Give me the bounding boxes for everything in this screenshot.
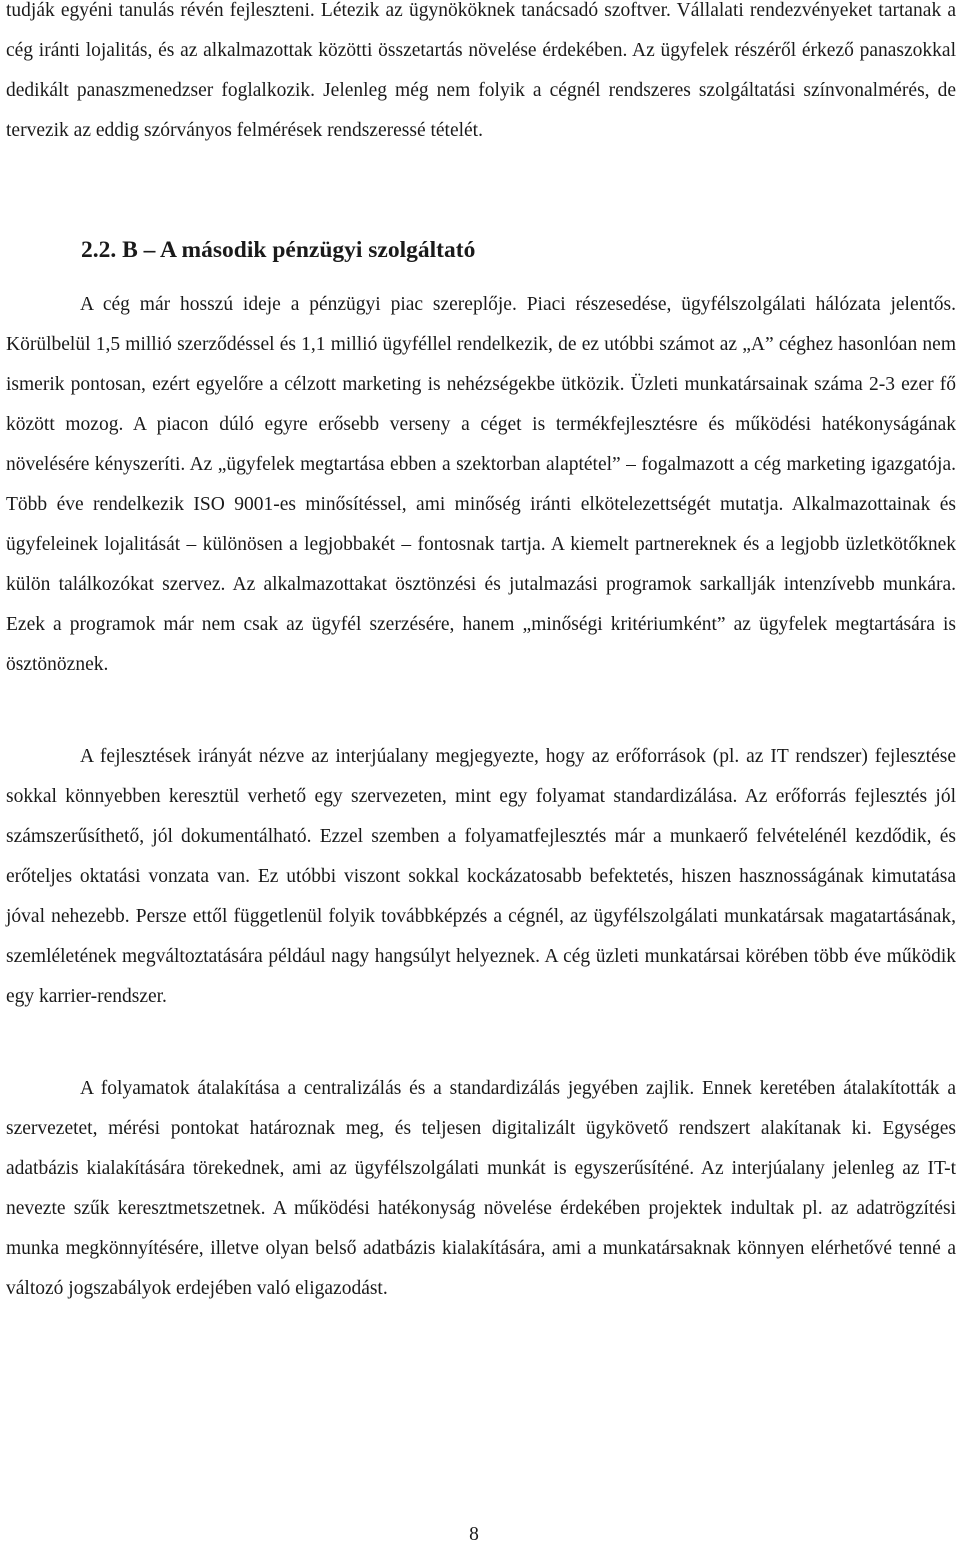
paragraph-process-transformation: A folyamatok átalakítása a centralizálás és a standardizálás jegyében zajlik. Ennek keretében átalakították a szervezetet, mérési pontokat határoznak meg, és teljesen digitalizált ügykövető rendszert alakítanak ki. Egységes adatbázis kialakítására törekednek, ami az ügyfélszolgálati munkát is egyszerűsíténé. Az interjúalany jelenleg az IT-t nevezte szűk keresztmetszetnek. A működési hatékonyság növelése érdekében projektek indultak pl. az adatrögzítési munka megkönnyítésére, illetve olyan belső adatbázis kialakítására, ami a munkatársaknak könnyen elérhetővé tenné a változó jogszabályok erdejében való eligazodást.	[6, 1078, 956, 1299]
section-heading: 2.2. B – A második pénzügyi szolgáltató	[81, 237, 476, 263]
paragraph-development-direction: A fejlesztések irányát nézve az interjúalany megjegyezte, hogy az erőforrások (pl. az IT rendszer) fejlesztése sokkal könnyebben keresztül verhető egy szervezeten, mint egy folyamat standardizálása. Az erőforrás fejlesztés jól számszerűsíthető, jól dokumentálható. Ezzel szemben a folyamatfejlesztés már a munkaerő felvételénél kezdődik, és erőteljes oktatási vonzata van. Ez utóbbi viszont sokkal kockázatosabb befektetés, hiszen hasznosságának kimutatása jóval nehezebb. Persze ettől függetlenül folyik továbbképzés a cégnél, az ügyfélszolgálati munkatársak magatartásának, szemléletének megváltoztatására például nagy hangsúlyt helyeznek. A cég üzleti munkatársai körében több éve működik egy karrier-rendszer.	[6, 746, 956, 1007]
paragraph-company-b: A cég már hosszú ideje a pénzügyi piac szereplője. Piaci részesedése, ügyfélszolgálati hálózata jelentős. Körülbelül 1,5 millió szerződéssel és 1,1 millió ügyféllel rendelkezik, de ez utóbbi számot az „A” céghez hasonlóan nem ismerik pontosan, ezért egyelőre a célzott marketing is nehézségekbe ütközik. Üzleti munkatársainak száma 2-3 ezer fő között mozog. A piacon dúló egyre erősebb verseny a céget is termékfejlesztésre és működési hatékonyságának növelésére kényszeríti. Az „ügyfelek megtartása ebben a szektorban alaptétel” – fogalmazott a cég marketing igazgatója. Több éve rendelkezik ISO 9001-es minősítéssel, ami minőség iránti elkötelezettségét mutatja. Alkalmazottainak és ügyfeleinek lojalitását – különösen a legjobbakét – fontosnak tartja. A kiemelt partnereknek és a legjobb üzletkötőknek külön találkozókat szervez. Az alkalmazottakat ösztönzési és jutalmazási programok sarkallják intenzívebb munkára. Ezek a programok már nem csak az ügyfél szerzésére, hanem „minőségi kritériumként” az ügyfelek megtartására is ösztönöznek.	[6, 294, 956, 675]
page-number: 8	[469, 1524, 479, 1545]
paragraph-intro-continued: tudják egyéni tanulás révén fejleszteni. Létezik az ügynököknek tanácsadó szoftver. Vállalati rendezvényeket tartanak a cég iránti lojalitás, és az alkalmazottak közötti összetartás növelése érdekében. Az ügyfelek részéről érkező panaszokkal dedikált panaszmenedzser foglalkozik. Jelenleg még nem folyik a cégnél rendszeres szolgáltatási színvonalmérés, de tervezik az eddig szórványos felmérések rendszeressé tételét.	[6, 0, 956, 141]
